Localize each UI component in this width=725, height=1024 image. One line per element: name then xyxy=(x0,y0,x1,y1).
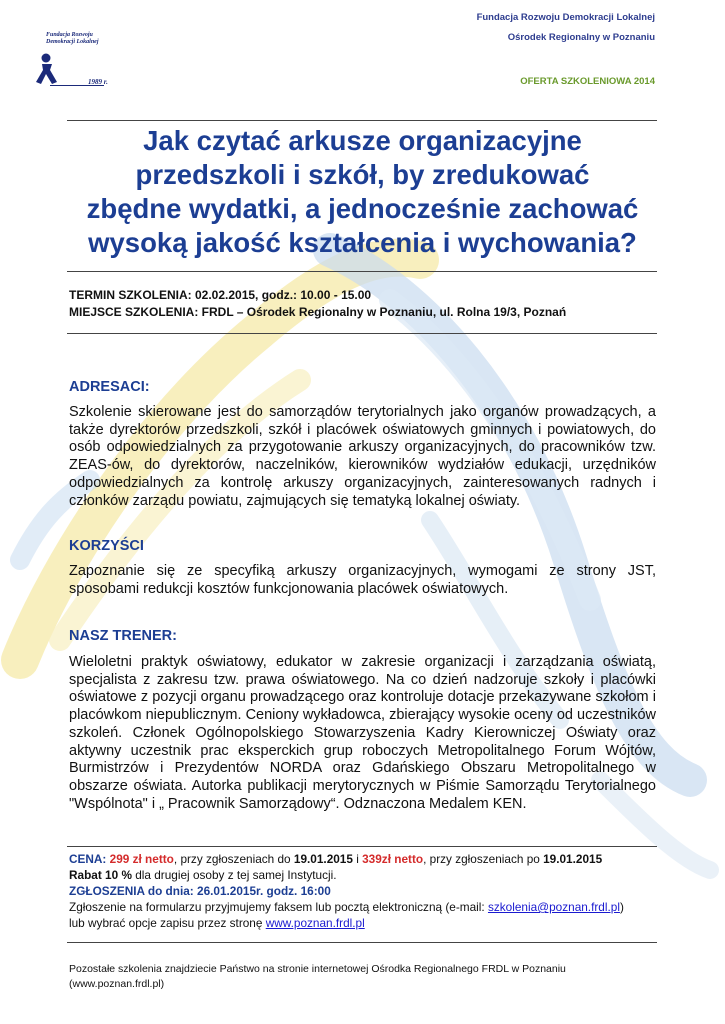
offer-label: OFERTA SZKOLENIOWA 2014 xyxy=(520,76,655,87)
logo-text-line-1: Fundacja Rozwoju xyxy=(46,32,93,38)
training-place: MIEJSCE SZKOLENIA: FRDL – Ośrodek Regionalny w Poznaniu, ul. Rolna 19/3, Poznań xyxy=(69,305,567,319)
price-date-2: 19.01.2015 xyxy=(543,852,603,866)
footer-line-1: Pozostałe szkolenia znajdziecie Państwo na stronie internetowej Ośrodka Regionalnego FRDL w Poznaniu xyxy=(69,963,566,975)
footer-line-2: (www.poznan.frdl.pl) xyxy=(69,978,165,990)
price-early: 299 zł netto xyxy=(109,852,174,866)
price-text-1: , przy zgłoszeniach do xyxy=(173,852,294,866)
trener-text: Wieloletni praktyk oświatowy, edukator w zakresie organizacji i zarządzania oświatą, specjalista z zakresu tzw. prawa oświatowego. Na co dzień nadzoruje szkoły i placówki oświatowe z pozycji organu prowadzącego oraz kontroluje dotacje przekazywane szkołom i placówkom niepublicznym. Ceniony wykładowca, zbierający wysokie oceny od uczestników szkoleń. Członek Ogólnopolskiego Stowarzyszenia Kadry Kierowniczej Oświaty oraz aktywny uczestnik prac eksperckich grup roboczych Metropolitalnego Forum Wójtów, Burmistrzów i Prezydentów NORDA oraz Gdańskiego Obszaru Metropolitalnego w obszarze oświata. Autorka publikacji merytorycznych w Piśmie Samorządu Terytorialnego "Wspólnota" i „ Pracownik Samorządowy“. Odznaczona Medalem KEN. xyxy=(69,654,656,812)
price-sep: i xyxy=(352,852,363,866)
discount-value: Rabat 10 % xyxy=(69,868,132,882)
adresaci-text: Szkolenie skierowane jest do samorządów terytorialnych jako organów prowadzących, a także dyrektorów przedszkoli, szkół i placówek oświatowych gminnych i powiatowych, do osób odpowiedzialnych za przygotowanie arkuszy organizacyjnych, do pracowników tzw. ZEAS-ów, do dyrektorów, naczelników, kierowników wydziałów edukacji, urzędników odpowiedzialnych za kontrolę arkuszy organizacyjnych, zainteresowanych radnych i członków zarządu powiatu, zajmujących się tematyką lokalnej oświaty. xyxy=(69,404,656,509)
walking-figure-icon xyxy=(36,40,60,86)
divider-footer xyxy=(67,942,657,943)
divider-top xyxy=(67,120,657,121)
registration-online-line xyxy=(69,915,365,931)
price-line xyxy=(69,851,602,867)
section-heading-korzysci: KORZYŚCI xyxy=(69,538,144,554)
title-line-1: Jak czytać arkusze organizacyjne xyxy=(143,125,582,156)
registration-form-text: Zgłoszenie na formularzu przyjmujemy faksem lub pocztą elektroniczną (e-mail: xyxy=(69,900,488,914)
website-link[interactable]: www.poznan.frdl.pl xyxy=(265,916,365,930)
price-late: 339zł netto xyxy=(362,852,424,866)
korzysci-text: Zapoznanie się ze specyfiką arkuszy organizacyjnych, wymogami ze strony JST, sposobami redukcji kosztów funkcjonowania placówek oświatowych. xyxy=(69,563,656,597)
discount-text: dla drugiej osoby z tej samej Instytucji. xyxy=(131,868,337,882)
logo-year: 1989 r. xyxy=(88,78,108,86)
price-date-1: 19.01.2015 xyxy=(293,852,353,866)
divider-term xyxy=(67,333,657,334)
logo-text-line-2: Demokracji Lokalnej xyxy=(46,39,99,45)
title-line-2: przedszkoli i szkół, by zredukować xyxy=(135,159,590,190)
email-link[interactable]: szkolenia@poznan.frdl.pl xyxy=(487,900,620,914)
org-name: Fundacja Rozwoju Demokracji Lokalnej xyxy=(476,12,655,23)
section-heading-trener: NASZ TRENER: xyxy=(69,628,177,644)
footer-note xyxy=(69,962,629,992)
section-heading-adresaci: ADRESACI: xyxy=(69,379,150,395)
page-title xyxy=(60,124,665,260)
title-line-4: wysoką jakość kształcenia i wychowania? xyxy=(88,227,637,258)
frdl-logo xyxy=(36,30,116,90)
registration-form-close: ) xyxy=(619,900,624,914)
org-unit: Ośrodek Regionalny w Poznaniu xyxy=(507,32,655,43)
price-text-2: , przy zgłoszeniach po xyxy=(423,852,544,866)
divider-pricing xyxy=(67,846,657,847)
registration-deadline: ZGŁOSZENIA do dnia: 26.01.2015r. godz. 16:00 xyxy=(69,884,331,898)
registration-online-text: lub wybrać opcje zapisu przez stronę xyxy=(69,916,266,930)
title-line-3: zbędne wydatki, a jednocześnie zachować xyxy=(86,193,639,224)
training-date: TERMIN SZKOLENIA: 02.02.2015, godz.: 10.00 - 15.00 xyxy=(69,288,372,302)
divider-title xyxy=(67,271,657,272)
price-label: CENA: xyxy=(69,852,107,866)
discount-line xyxy=(69,867,337,883)
registration-form-line xyxy=(69,899,624,915)
